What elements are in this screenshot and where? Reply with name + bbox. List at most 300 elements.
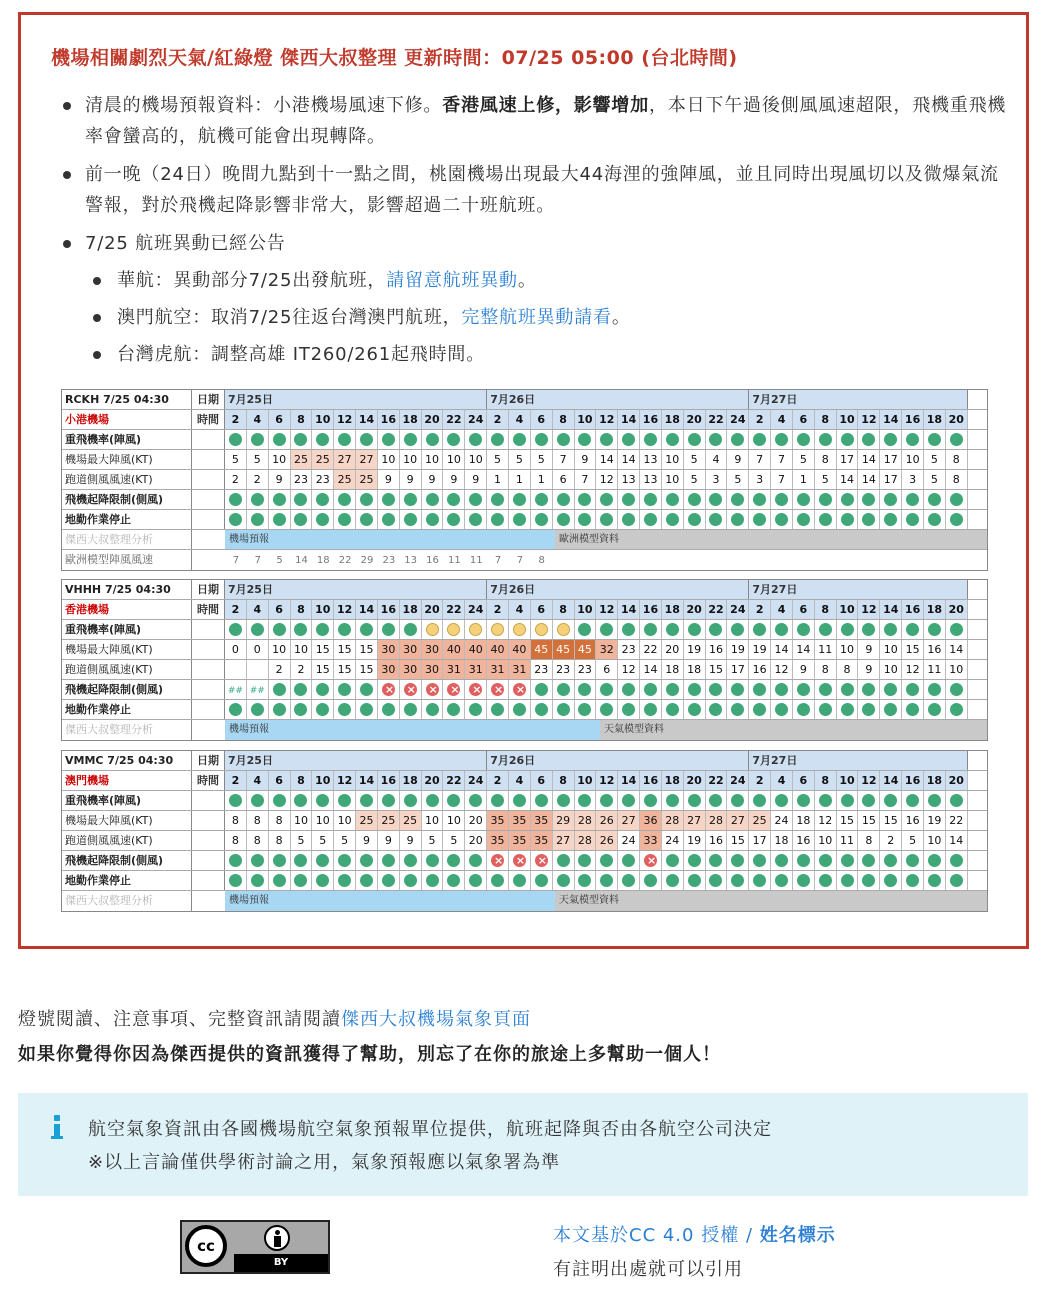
ec-value: 7 (254, 555, 261, 566)
table-cell (400, 791, 422, 810)
table-cell: 4 (247, 600, 269, 619)
green-light-icon (884, 433, 897, 446)
green-light-icon (469, 513, 482, 526)
ec-model-cells (225, 550, 987, 570)
green-light-icon (862, 623, 875, 636)
table-cell: 2 (247, 470, 269, 489)
table-cell (815, 430, 837, 449)
green-light-icon (884, 794, 897, 807)
green-light-icon (709, 703, 722, 716)
green-light-icon (513, 493, 526, 506)
table-cell: 19 (749, 640, 771, 659)
table-cell: 8 (837, 660, 859, 679)
green-light-icon (819, 854, 832, 867)
table-cell (487, 791, 509, 810)
table-cell (465, 510, 487, 529)
table-cell: 7 (749, 450, 771, 469)
row-side (192, 530, 225, 549)
red-light-icon (469, 683, 482, 696)
flight-change-link[interactable]: 請留意航班異動 (386, 270, 518, 291)
table-cell: 14 (596, 450, 618, 469)
table-cell (946, 510, 968, 529)
sub-bullet-text: 。 (517, 270, 537, 291)
green-light-icon (557, 683, 570, 696)
green-light-icon (775, 874, 788, 887)
green-light-icon (557, 513, 570, 526)
table-cell (815, 490, 837, 509)
table-cell: 16 (378, 771, 400, 790)
table-cell: 5 (727, 470, 749, 489)
table-cell (443, 550, 465, 570)
table-cell: 26 (596, 831, 618, 850)
table-cell: 22 (706, 410, 728, 429)
table-cell: 30 (400, 660, 422, 679)
green-light-icon (273, 703, 286, 716)
table-cell: 8 (291, 600, 313, 619)
bullet-emphasis: 香港風速上修，影響增加 (442, 95, 650, 116)
table-cell (858, 700, 880, 719)
green-light-icon (360, 493, 373, 506)
green-light-icon (535, 794, 548, 807)
row-label: 跑道側風風速(KT) (62, 831, 192, 850)
table-cell (334, 851, 356, 870)
table-cell (487, 490, 509, 509)
table-cell: 5 (902, 831, 924, 850)
table-cell (706, 871, 728, 890)
table-cell (727, 851, 749, 870)
table-cell (662, 871, 684, 890)
table-cell: 10 (837, 640, 859, 659)
table-cell: 10 (575, 410, 597, 429)
table-cell (793, 620, 815, 639)
table-cell: 18 (400, 410, 422, 429)
table-cell: 5 (422, 831, 444, 850)
table-cell (618, 871, 640, 890)
bullet-item (59, 159, 1009, 221)
table-cell: 10 (312, 600, 334, 619)
table-cell: 12 (334, 410, 356, 429)
green-light-icon (666, 794, 679, 807)
table-cell (924, 620, 946, 639)
green-light-icon (251, 433, 264, 446)
green-light-icon (251, 623, 264, 636)
table-cell (596, 791, 618, 810)
green-light-icon (316, 794, 329, 807)
table-cell (793, 430, 815, 449)
row-side (192, 430, 225, 449)
table-cell: 35 (509, 831, 531, 850)
table-cell (422, 490, 444, 509)
green-light-icon (709, 854, 722, 867)
table-cell (902, 791, 924, 810)
green-light-icon (928, 493, 941, 506)
row-label: 機場最大陣風(KT) (62, 640, 192, 659)
green-light-icon (426, 513, 439, 526)
table-cell (575, 430, 597, 449)
table-hours-row (62, 771, 987, 791)
table-cell: 15 (837, 811, 859, 830)
table-cell (946, 700, 968, 719)
row-cells (225, 680, 987, 699)
table-cell: 2 (749, 771, 771, 790)
table-cell (443, 430, 465, 449)
green-light-icon (557, 433, 570, 446)
bullet-item (59, 90, 1009, 152)
table-cell: 10 (269, 640, 291, 659)
table-cell (356, 851, 378, 870)
table-cell (771, 791, 793, 810)
row-side (192, 680, 225, 699)
table-cell: 18 (400, 771, 422, 790)
green-light-icon (753, 513, 766, 526)
table-cell (640, 510, 662, 529)
table-cell (946, 791, 968, 810)
table-cell: 9 (727, 450, 749, 469)
table-cell (269, 871, 291, 890)
green-light-icon (819, 623, 832, 636)
green-light-icon (709, 794, 722, 807)
green-light-icon (906, 493, 919, 506)
table-cell (640, 680, 662, 699)
table-cell (443, 851, 465, 870)
cc-by-license-badge[interactable] (180, 1220, 330, 1274)
table-cell: 9 (400, 831, 422, 850)
green-light-icon (273, 854, 286, 867)
table-cell (291, 430, 313, 449)
green-light-icon (316, 703, 329, 716)
full-flight-change-link[interactable]: 完整航班異動請看 (461, 307, 612, 328)
green-light-icon (273, 513, 286, 526)
table-cell (902, 620, 924, 639)
table-cell: 2 (225, 600, 247, 619)
green-light-icon (841, 513, 854, 526)
table-cell (465, 490, 487, 509)
green-light-icon (731, 623, 744, 636)
table-cell (684, 680, 706, 699)
table-cell (706, 510, 728, 529)
table-cell (618, 791, 640, 810)
table-cell: 16 (749, 660, 771, 679)
yellow-light-icon (491, 623, 504, 636)
table-cell (924, 871, 946, 890)
license-separator: / (739, 1225, 760, 1246)
green-light-icon (753, 683, 766, 696)
table-cell: 9 (400, 470, 422, 489)
green-light-icon (797, 854, 810, 867)
green-light-icon (600, 683, 613, 696)
table-cell (422, 510, 444, 529)
red-light-icon (382, 683, 395, 696)
green-light-icon (928, 623, 941, 636)
table-cell: 32 (596, 640, 618, 659)
green-light-icon (229, 854, 242, 867)
table-cell: 25 (378, 811, 400, 830)
table-row (62, 831, 987, 851)
ec-value: 7 (494, 555, 502, 566)
green-light-icon (491, 703, 504, 716)
table-cell: 24 (465, 600, 487, 619)
table-cell: 5 (225, 450, 247, 469)
green-light-icon (557, 794, 570, 807)
green-light-icon (491, 433, 504, 446)
table-cell: 28 (706, 811, 728, 830)
info-text-disclaimer: ※以上言論僅供學術討論之用，氣象預報應以氣象署為準 (88, 1152, 561, 1173)
table-cell: 1 (793, 470, 815, 489)
table-cell (509, 700, 531, 719)
table-cell (334, 490, 356, 509)
table-cell (553, 871, 575, 890)
table-cell (749, 490, 771, 509)
table-cell: 30 (378, 640, 400, 659)
green-light-icon (535, 874, 548, 887)
table-cell (924, 510, 946, 529)
table-cell: 24 (727, 600, 749, 619)
table-cell (291, 550, 313, 570)
table-cell: 5 (487, 450, 509, 469)
table-cell (269, 490, 291, 509)
table-cell (553, 851, 575, 870)
table-cell (422, 430, 444, 449)
table-cell: 40 (443, 640, 465, 659)
table-cell (902, 871, 924, 890)
table-cell: 40 (487, 640, 509, 659)
table-cell (618, 680, 640, 699)
table-cell: 28 (575, 811, 597, 830)
green-light-icon (797, 794, 810, 807)
green-light-icon (753, 493, 766, 506)
row-side (192, 620, 225, 639)
green-light-icon (797, 433, 810, 446)
table-cell: 10 (837, 410, 859, 429)
table-cell: 19 (684, 831, 706, 850)
green-light-icon (578, 433, 591, 446)
table-row (62, 450, 987, 470)
table-cell (509, 550, 531, 570)
table-cell (706, 700, 728, 719)
green-light-icon (251, 493, 264, 506)
green-light-icon (709, 513, 722, 526)
table-cell (858, 430, 880, 449)
table-cell (793, 510, 815, 529)
table-cell (422, 680, 444, 699)
green-light-icon (884, 623, 897, 636)
green-light-icon (644, 683, 657, 696)
table-cell: 12 (858, 410, 880, 429)
sub-bullet-item (85, 302, 1009, 333)
airport-name: 澳門機場 (62, 771, 192, 790)
red-light-icon (491, 854, 504, 867)
table-cell (596, 851, 618, 870)
ec-model-row (62, 550, 987, 570)
green-light-icon (316, 513, 329, 526)
green-light-icon (622, 874, 635, 887)
green-light-icon (906, 513, 919, 526)
table-cell (771, 430, 793, 449)
table-cell: 18 (771, 831, 793, 850)
green-light-icon (426, 854, 439, 867)
table-cell (422, 700, 444, 719)
green-light-icon (906, 623, 919, 636)
table-cell (422, 851, 444, 870)
table-cell (727, 871, 749, 890)
green-light-icon (666, 874, 679, 887)
sub-bullet-item (85, 339, 1009, 370)
table-cell (356, 791, 378, 810)
green-light-icon (928, 874, 941, 887)
green-light-icon (688, 513, 701, 526)
table-cell (880, 620, 902, 639)
table-cell (378, 871, 400, 890)
attribution-link[interactable]: 姓名標示 (759, 1225, 836, 1246)
analysis-label: 傑西大叔整理分析 (62, 891, 192, 911)
green-light-icon (688, 683, 701, 696)
table-cell: 22 (706, 600, 728, 619)
table-cell (706, 680, 728, 699)
table-cell (771, 680, 793, 699)
green-light-icon (469, 703, 482, 716)
row-side (192, 831, 225, 850)
green-light-icon (426, 703, 439, 716)
table-cell (247, 510, 269, 529)
license-note: 有註明出處就可以引用 (553, 1259, 743, 1280)
table-cell (531, 510, 553, 529)
table-cell: 14 (946, 831, 968, 850)
table-cell: 22 (946, 811, 968, 830)
cc-license-link[interactable]: 本文基於CC 4.0 授權 (553, 1225, 740, 1246)
green-light-icon (906, 794, 919, 807)
green-light-icon (447, 854, 460, 867)
green-light-icon (950, 513, 963, 526)
green-light-icon (338, 493, 351, 506)
day-header: 7月25日 (225, 390, 487, 409)
green-light-icon (884, 854, 897, 867)
table-cell: 10 (334, 811, 356, 830)
table-cell (575, 680, 597, 699)
green-light-icon (841, 493, 854, 506)
table-cell (465, 680, 487, 699)
green-light-icon (709, 433, 722, 446)
green-light-icon (775, 703, 788, 716)
green-light-icon (950, 854, 963, 867)
table-cell (618, 620, 640, 639)
table-cell: 23 (575, 660, 597, 679)
green-light-icon (709, 623, 722, 636)
table-cell: 8 (291, 771, 313, 790)
green-light-icon (797, 874, 810, 887)
table-cell (640, 490, 662, 509)
green-light-icon (688, 874, 701, 887)
table-cell: 10 (946, 660, 968, 679)
table-cell: 23 (312, 470, 334, 489)
table-cell: 9 (378, 470, 400, 489)
table-cell (465, 430, 487, 449)
table-cell: 23 (553, 660, 575, 679)
table-cell (443, 700, 465, 719)
table-cell (422, 550, 444, 570)
table-cell (684, 510, 706, 529)
table-cell (443, 490, 465, 509)
green-light-icon (294, 623, 307, 636)
table-cell: 8 (269, 811, 291, 830)
green-light-icon (862, 703, 875, 716)
table-cell (400, 490, 422, 509)
green-light-icon (447, 874, 460, 887)
table-cell: 10 (291, 640, 313, 659)
table-cell (312, 510, 334, 529)
table-cell: 8 (247, 811, 269, 830)
green-light-icon (862, 433, 875, 446)
green-light-icon (426, 874, 439, 887)
table-cell: 2 (225, 410, 247, 429)
table-cell: 15 (902, 640, 924, 659)
table-cell: 35 (531, 831, 553, 850)
green-light-icon (841, 623, 854, 636)
table-cell (312, 430, 334, 449)
analysis-label: 傑西大叔整理分析 (62, 720, 192, 740)
table-cell (225, 510, 247, 529)
table-cell (662, 680, 684, 699)
green-light-icon (644, 513, 657, 526)
table-cell: 6 (531, 600, 553, 619)
green-light-icon (862, 683, 875, 696)
table-cell: 16 (706, 640, 728, 659)
day-header: 7月26日 (487, 580, 749, 599)
green-light-icon (273, 794, 286, 807)
table-cell: 12 (334, 771, 356, 790)
table-cell: 5 (815, 470, 837, 489)
table-cell (662, 791, 684, 810)
green-light-icon (578, 874, 591, 887)
table-cell: 8 (269, 831, 291, 850)
green-light-icon (731, 874, 744, 887)
green-light-icon (535, 683, 548, 696)
table-cell: 31 (465, 660, 487, 679)
green-light-icon (360, 513, 373, 526)
green-light-icon (600, 433, 613, 446)
table-cell: 19 (684, 640, 706, 659)
table-cell (225, 851, 247, 870)
green-light-icon (294, 683, 307, 696)
green-light-icon (469, 493, 482, 506)
table-cell: 8 (815, 450, 837, 469)
table-cell: 2 (749, 600, 771, 619)
table-header-row (62, 390, 987, 410)
green-light-icon (404, 433, 417, 446)
green-light-icon (688, 623, 701, 636)
table-cell (902, 510, 924, 529)
airport-code: VMMC 7/25 04:30 (62, 751, 192, 770)
table-cell: 12 (858, 600, 880, 619)
table-cell: 7 (771, 450, 793, 469)
airport-weather-page-link[interactable]: 傑西大叔機場氣象頁面 (341, 1009, 531, 1030)
yellow-light-icon (513, 623, 526, 636)
green-light-icon (841, 703, 854, 716)
table-cell (400, 851, 422, 870)
table-cell: 8 (225, 831, 247, 850)
table-cell (465, 550, 487, 570)
row-side (192, 490, 225, 509)
row-label: 機場最大陣風(KT) (62, 811, 192, 830)
green-light-icon (404, 874, 417, 887)
row-cells (225, 871, 987, 890)
sub-bullet-list (85, 265, 1009, 370)
row-cells (225, 791, 987, 810)
model-data-segment: 天氣模型資料 (600, 720, 987, 740)
source-bar (225, 720, 987, 740)
green-light-icon (382, 493, 395, 506)
green-light-icon (600, 513, 613, 526)
green-light-icon (797, 683, 810, 696)
